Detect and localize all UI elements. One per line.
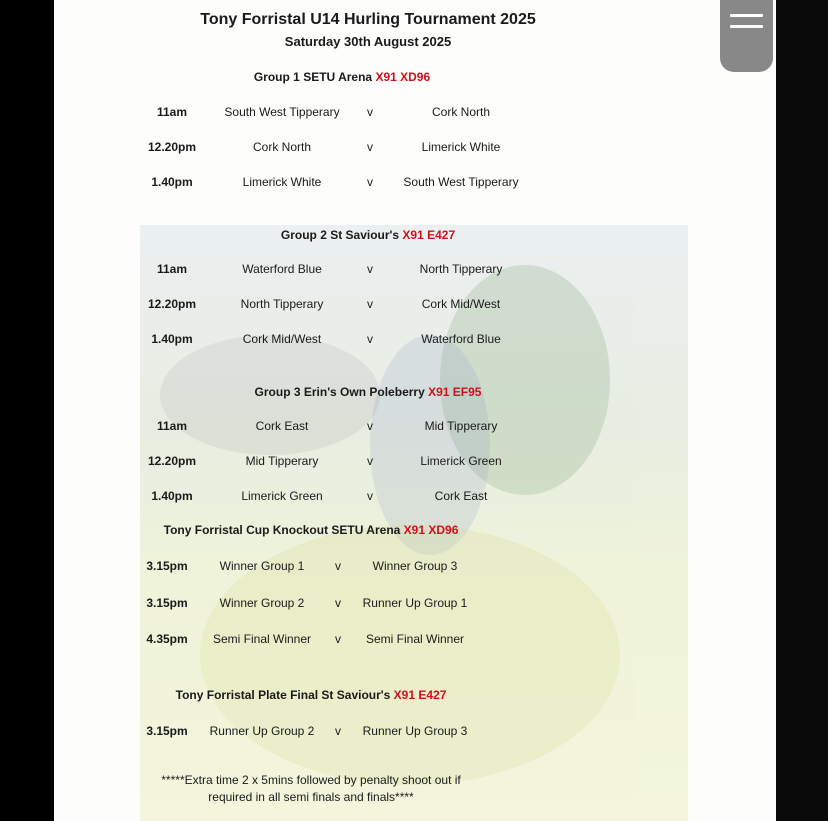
section-heading [176,688,447,702]
home-team: Semi Final Winner [212,632,312,646]
vs-label: v [335,596,341,610]
match-time: 11am [156,262,188,276]
match-time: 3.15pm [146,724,188,738]
venue-name: Tony Forristal Cup Knockout SETU Arena [163,523,401,537]
away-team: Cork Mid/West [421,297,501,311]
footnote-line-2: required in all semi finals and finals**** [208,790,414,804]
vs-label: v [367,175,373,189]
home-team: Limerick Green [241,489,323,503]
home-team: North Tipperary [240,297,324,311]
eircode: X91 XD96 [403,523,459,537]
match-time: 12.20pm [147,297,197,311]
vs-label: v [367,454,373,468]
venue-name: Group 1 SETU Arena [253,70,373,84]
match-time: 12.20pm [147,140,197,154]
venue-name: Group 3 Erin's Own Poleberry [254,385,425,399]
away-team: Limerick White [421,140,501,154]
away-team: Waterford Blue [421,332,501,346]
eircode: X91 E427 [393,688,447,702]
eircode: X91 EF95 [428,385,482,399]
home-team: Waterford Blue [242,262,322,276]
home-team: Cork Mid/West [242,332,322,346]
match-time: 11am [156,419,188,433]
away-team: Runner Up Group 3 [362,724,468,738]
vs-label: v [367,105,373,119]
match-time: 1.40pm [151,175,193,189]
match-time: 4.35pm [146,632,188,646]
vs-label: v [335,559,341,573]
vs-label: v [335,632,341,646]
section-heading [281,228,455,242]
footnote-line-1: *****Extra time 2 x 5mins followed by penalty shoot out if [161,773,461,787]
away-team: Runner Up Group 1 [362,596,468,610]
home-team: Mid Tipperary [245,454,319,468]
home-team: Winner Group 2 [219,596,305,610]
screen-edge [776,0,828,821]
vs-label: v [367,489,373,503]
away-team: Cork East [434,489,488,503]
venue-name: Group 2 St Saviour's [280,228,400,242]
away-team: South West Tipperary [403,175,519,189]
poster-date: Saturday 30th August 2025 [284,34,452,49]
away-team: Limerick Green [420,454,502,468]
vs-label: v [367,419,373,433]
home-team: Limerick White [242,175,322,189]
poster-title: Tony Forristal U14 Hurling Tournament 2025 [200,11,536,28]
home-team: South West Tipperary [224,105,340,119]
away-team: Cork North [431,105,491,119]
home-team: Winner Group 1 [219,559,305,573]
match-time: 1.40pm [151,489,193,503]
hamburger-icon [730,14,763,17]
section-heading [164,523,459,537]
eircode: X91 E427 [402,228,456,242]
vs-label: v [367,262,373,276]
away-team: Semi Final Winner [365,632,465,646]
vs-label: v [367,297,373,311]
home-team: Cork East [255,419,309,433]
vs-label: v [367,332,373,346]
match-time: 12.20pm [147,454,197,468]
vs-label: v [335,724,341,738]
vs-label: v [367,140,373,154]
away-team: Winner Group 3 [372,559,458,573]
match-time: 11am [156,105,188,119]
venue-name: Tony Forristal Plate Final St Saviour's [175,688,391,702]
eircode: X91 XD96 [375,70,431,84]
section-heading [255,385,482,399]
hamburger-icon-bar [730,25,763,28]
menu-button[interactable] [720,0,773,72]
away-team: North Tipperary [419,262,503,276]
match-time: 3.15pm [146,559,188,573]
away-team: Mid Tipperary [424,419,498,433]
section-heading [254,70,430,84]
home-team: Cork North [252,140,312,154]
match-time: 3.15pm [146,596,188,610]
home-team: Runner Up Group 2 [209,724,315,738]
match-time: 1.40pm [151,332,193,346]
